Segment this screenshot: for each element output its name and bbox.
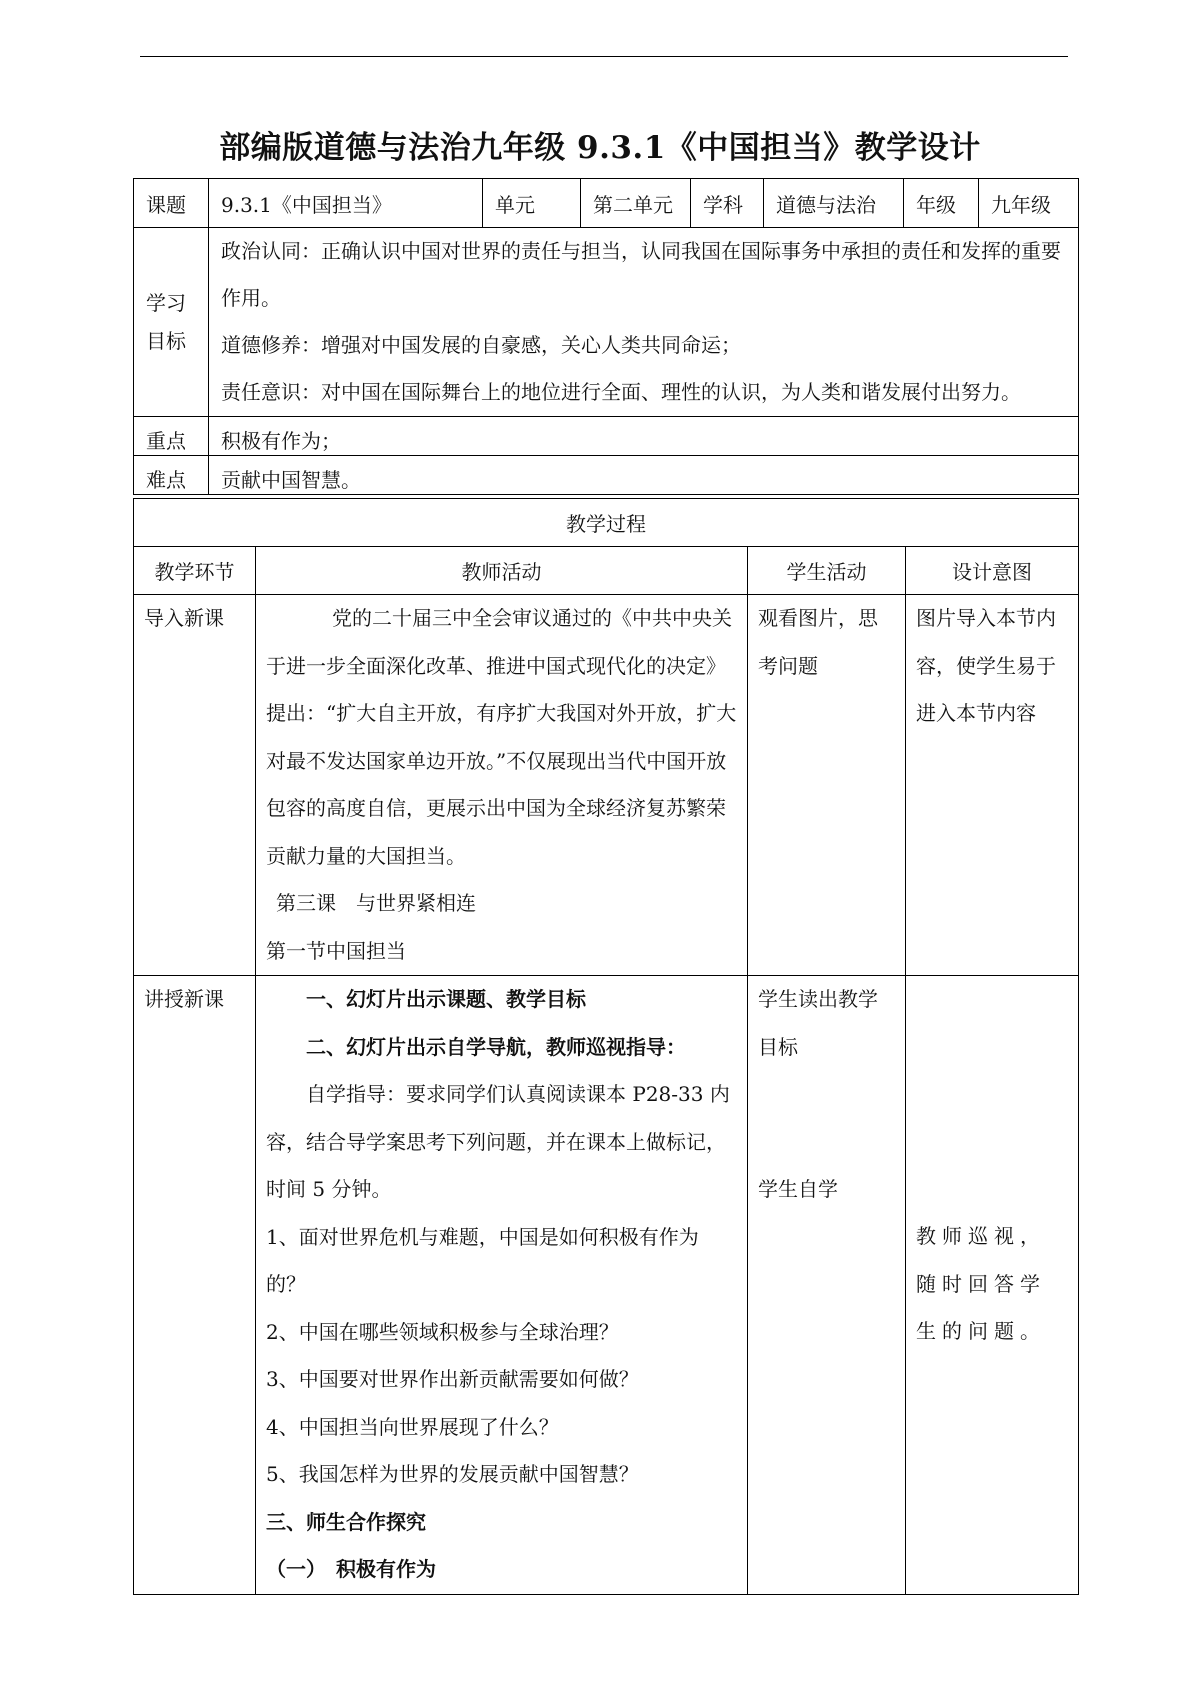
intent-text: 教师巡视，随时回答学生的问题。 — [916, 1224, 1046, 1343]
intent-intro: 图片导入本节内容，使学生易于进入本节内容 — [906, 595, 1079, 976]
step-1: 一、幻灯片出示课题、教学目标 — [306, 987, 586, 1011]
question-2: 2、中国在哪些领域积极参与全球治理？ — [266, 1319, 619, 1344]
student-activity-1: 学生读出教学目标 — [758, 987, 878, 1059]
unit-label: 单元 — [483, 179, 581, 228]
header-stage: 教学环节 — [134, 547, 256, 595]
section-heading: 第一节中国担当 — [266, 938, 406, 963]
unit-value: 第二单元 — [581, 179, 691, 228]
step-2: 二、幻灯片出示自学导航，教师巡视指导： — [306, 1034, 686, 1059]
goal-political: 政治认同：正确认识中国对世界的责任与担当，认同我国在国际事务中承担的责任和发挥的重要作用。 — [221, 239, 1061, 310]
topic-value: 9.3.1《中国担当》 — [209, 179, 483, 228]
subject-label: 学科 — [691, 179, 764, 228]
header-teacher: 教师活动 — [256, 547, 748, 595]
process-title: 教学过程 — [134, 499, 1079, 547]
goal-responsibility: 责任意识：对中国在国际舞台上的地位进行全面、理性的认识，为人类和谐发展付出努力。 — [221, 380, 1021, 404]
stage-new-lesson: 讲授新课 — [134, 976, 256, 1595]
header-intent: 设计意图 — [906, 547, 1079, 595]
difficulty-value: 贡献中国智慧。 — [209, 456, 1079, 495]
key-label: 重点 — [134, 417, 209, 456]
question-5: 5、我国怎样为世界的发展贡献中国智慧？ — [266, 1462, 639, 1486]
subject-value: 道德与法治 — [764, 179, 904, 228]
intent-new-lesson — [906, 976, 1079, 1595]
goals-label: 学习目标 — [134, 228, 209, 417]
student-new-lesson — [748, 976, 906, 1595]
step-3: 三、师生合作探究 — [266, 1509, 426, 1534]
goals-row — [134, 228, 1079, 417]
difficulty-label: 难点 — [134, 456, 209, 495]
header-student: 学生活动 — [748, 547, 906, 595]
question-1: 1、面对世界危机与难题，中国是如何积极有作为的？ — [266, 1224, 699, 1296]
topic-label: 课题 — [134, 179, 209, 228]
key-value: 积极有作为； — [209, 417, 1079, 456]
subsection-1: （一） 积极有作为 — [266, 1557, 436, 1581]
lesson-heading: 第三课 与世界紧相连 — [276, 891, 476, 915]
intro-paragraph: 党的二十届三中全会审议通过的《中共中央关于进一步全面深化改革、推进中国式现代化的决定》提出：“扩大自主开放，有序扩大我国对外开放，扩大对最不发达国家单边开放。”不仅展现出当代中国开放包容的高度自信，更展示出中国为全球经济复苏繁荣贡献力量的大国担当。 — [266, 606, 737, 868]
table-row — [134, 595, 1079, 976]
grade-value: 九年级 — [979, 179, 1079, 228]
table-row — [134, 976, 1079, 1595]
student-intro: 观看图片，思考问题 — [748, 595, 906, 976]
grade-label: 年级 — [904, 179, 979, 228]
self-study-guide: 自学指导：要求同学们认真阅读课本 P28-33 内容，结合导学案思考下列问题，并在课本上做标记，时间 5 分钟。 — [266, 1082, 730, 1201]
goal-moral: 道德修养：增强对中国发展的自豪感，关心人类共同命运； — [221, 333, 741, 357]
goals-cell — [209, 228, 1079, 417]
info-table — [133, 178, 1079, 495]
document-title: 部编版道德与法治九年级 9.3.1《中国担当》教学设计 — [219, 130, 981, 166]
teacher-new-lesson — [256, 976, 748, 1595]
question-3: 3、中国要对世界作出新贡献需要如何做？ — [266, 1367, 639, 1391]
process-table — [133, 498, 1079, 1595]
key-row — [134, 417, 1079, 456]
process-header-row — [134, 547, 1079, 595]
process-title-row — [134, 499, 1079, 547]
student-activity-2: 学生自学 — [758, 1177, 838, 1201]
stage-intro: 导入新课 — [134, 595, 256, 976]
info-header-row — [134, 179, 1079, 228]
header-rule — [140, 56, 1068, 57]
question-4: 4、中国担当向世界展现了什么？ — [266, 1414, 559, 1439]
difficulty-row — [134, 456, 1079, 495]
teacher-intro — [256, 595, 748, 976]
